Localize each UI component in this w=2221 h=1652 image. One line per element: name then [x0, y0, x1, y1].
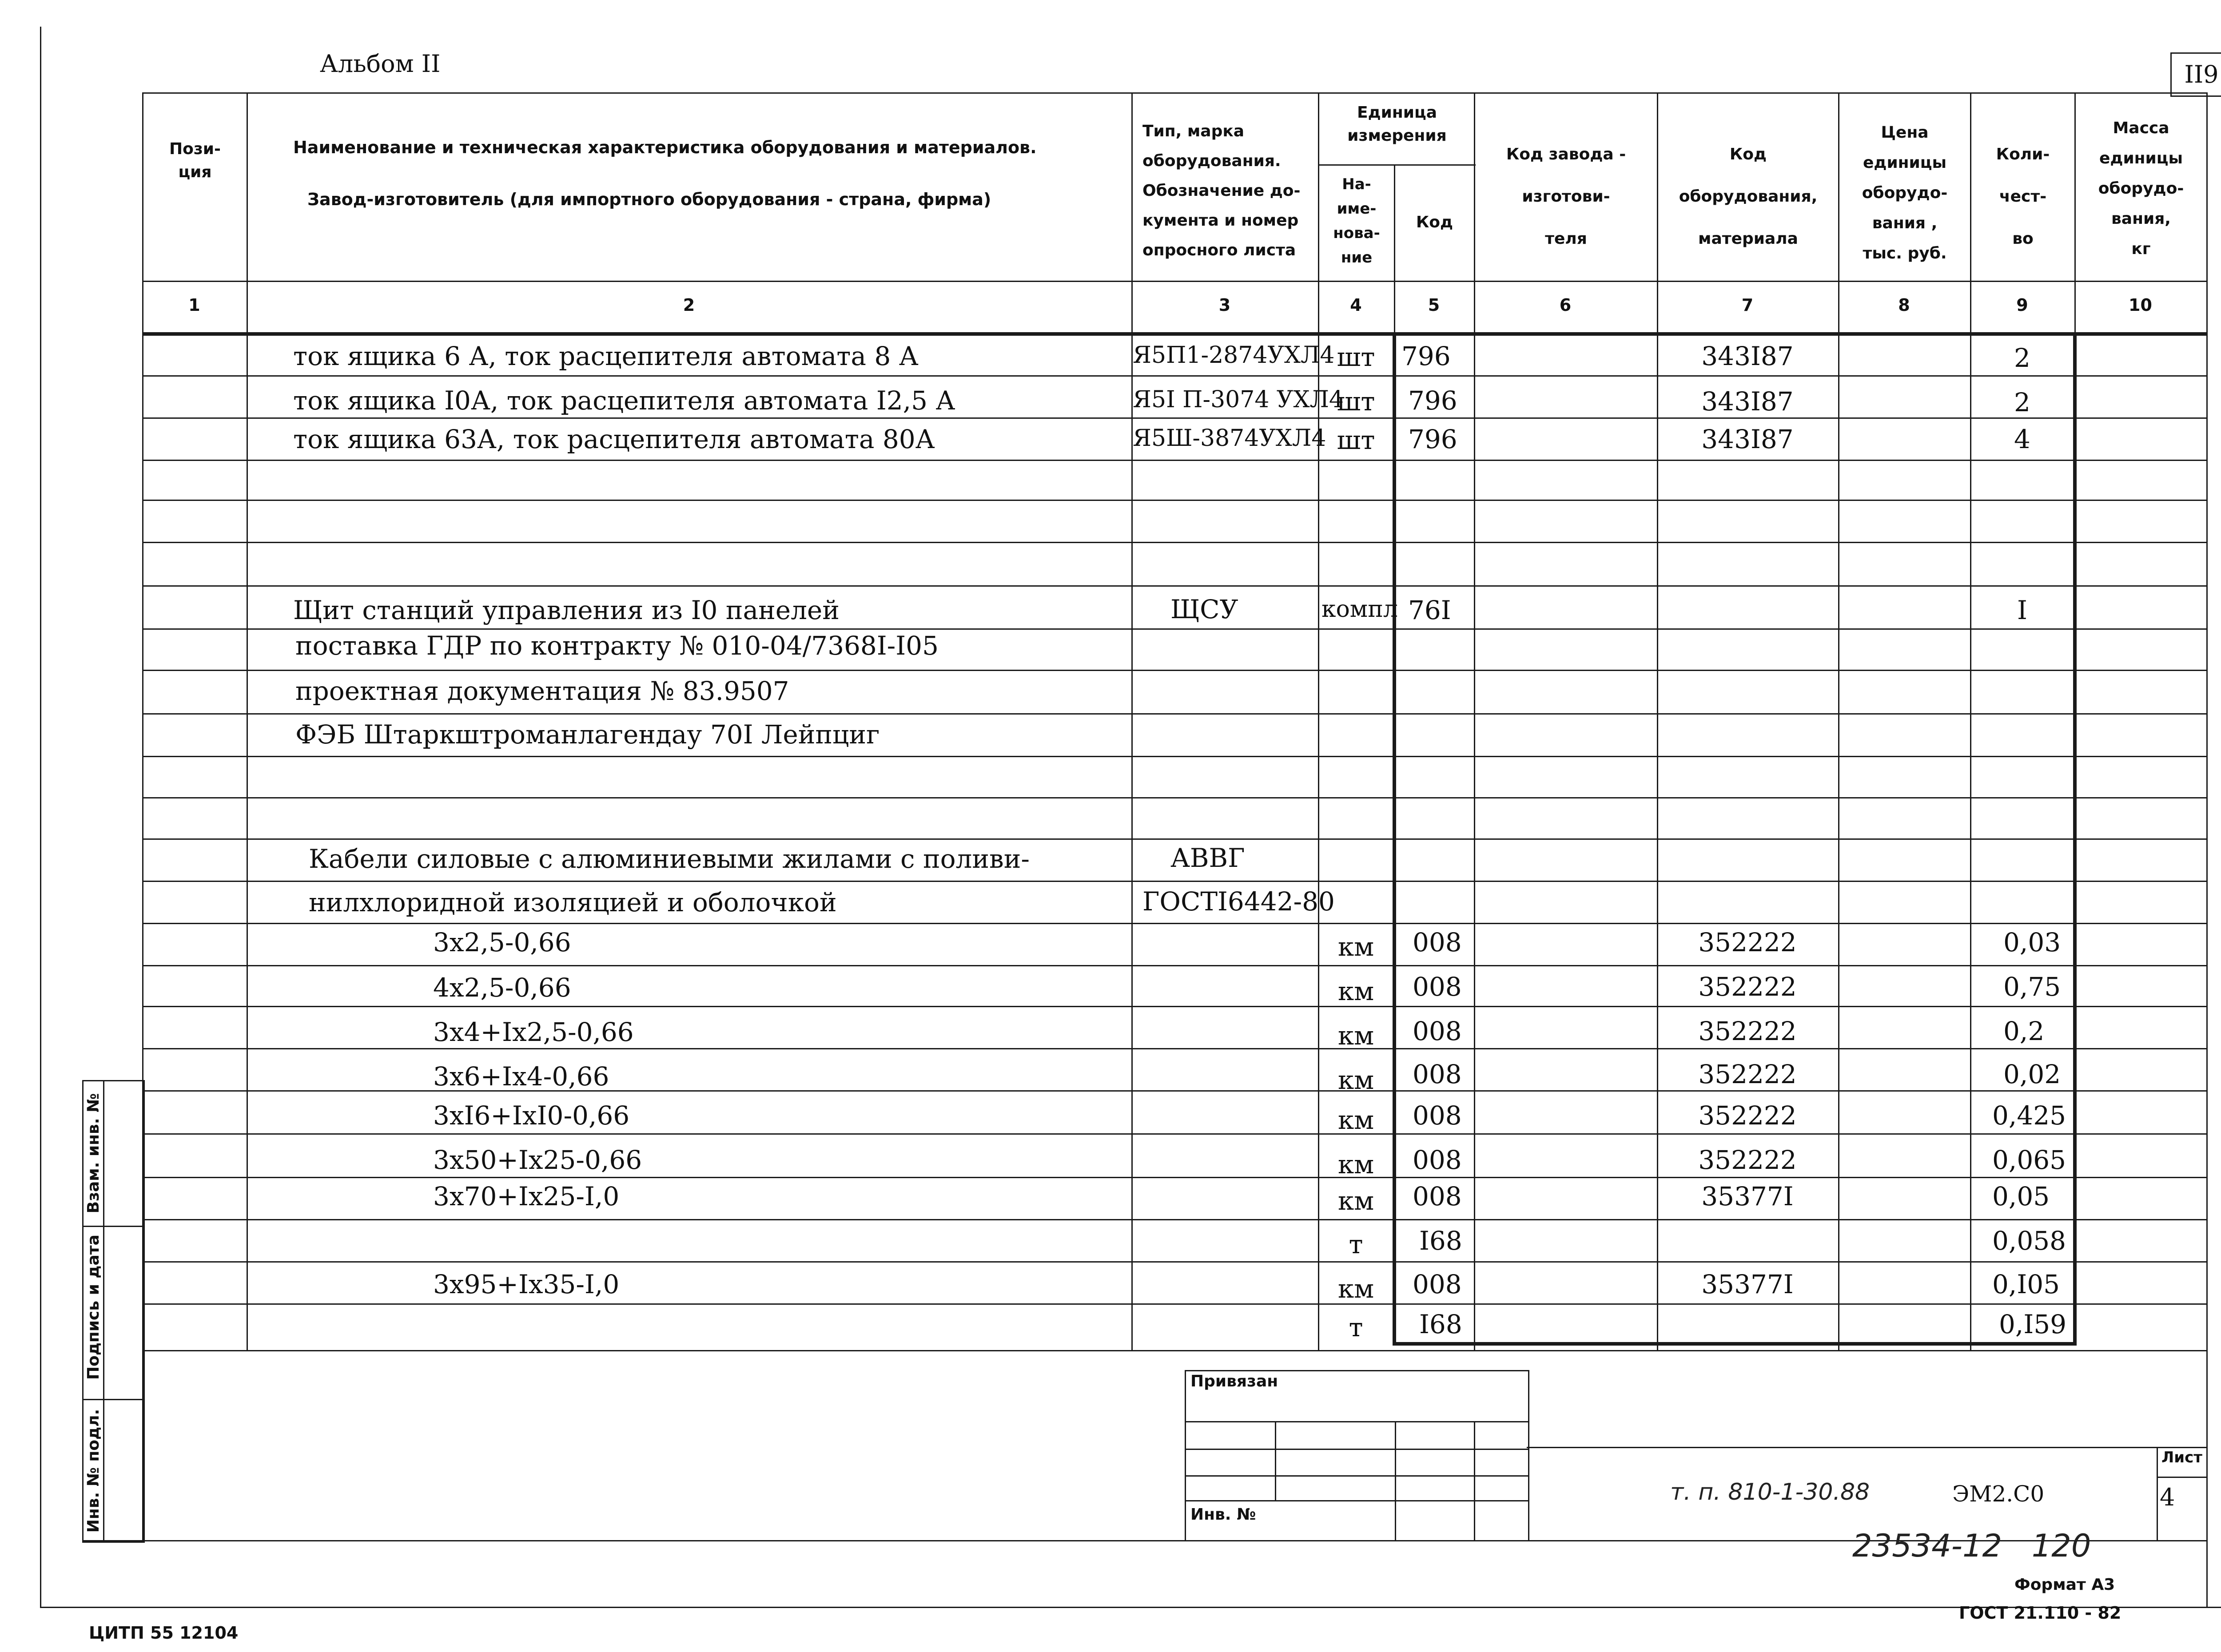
row-code: 008	[1413, 1059, 1462, 1089]
header-col1	[144, 138, 246, 184]
row-code: 008	[1413, 1016, 1462, 1046]
row-name: 4х2,5-0,66	[433, 973, 571, 1003]
privyazan-line	[1185, 1449, 1528, 1450]
row-qty: 0,05	[1992, 1181, 2050, 1211]
header-unit-line: измерения	[1347, 127, 1447, 145]
row-line	[142, 965, 2208, 966]
header-col3-line: Тип, марка	[1142, 122, 1245, 140]
row-qty: 0,I59	[1999, 1309, 2067, 1339]
colnum-bottom-line	[142, 332, 2208, 336]
privyazan-vline	[1395, 1421, 1396, 1540]
row-line	[142, 460, 2208, 461]
row-line	[142, 375, 2208, 377]
row-line	[142, 756, 2208, 757]
row-unit: км	[1337, 976, 1374, 1006]
row-name: ток ящика 63А, ток расцепителя автомата 80А	[293, 424, 935, 454]
table-bottom-line	[142, 1350, 2208, 1351]
row-line	[142, 923, 2208, 924]
side-stamp-line	[82, 1399, 143, 1400]
header-col4-line: На-	[1342, 175, 1371, 193]
header-col7-line: материала	[1698, 230, 1798, 248]
row-line	[142, 1303, 2208, 1305]
row-equip-code: 352222	[1698, 972, 1797, 1002]
row-unit: т	[1349, 1312, 1363, 1342]
row-name: 3хI6+IхI0-0,66	[433, 1100, 630, 1131]
row-qty: 0,75	[2003, 972, 2061, 1002]
col-number: 7	[1741, 295, 1754, 315]
side-stamp-inv: Инв. № подл.	[84, 1409, 103, 1533]
header-col10-line: вания,	[2111, 210, 2171, 228]
row-line	[142, 881, 2208, 882]
row-equip-code: 343I87	[1701, 341, 1794, 371]
row-line	[142, 838, 2208, 840]
col-number: 4	[1350, 295, 1362, 315]
project-code: т. п. 810-1-30.88	[1670, 1479, 1870, 1505]
row-code: I68	[1419, 1309, 1462, 1339]
row-qty: 0,065	[1992, 1145, 2066, 1175]
col-number: 3	[1218, 295, 1231, 315]
privyazan-label: Привязан	[1190, 1372, 1278, 1390]
table-top-line	[142, 92, 2208, 94]
row-code: 796	[1408, 424, 1457, 454]
row-name: нилхлоридной изоляцией и оболочкой	[309, 887, 837, 917]
header-col9-line: чест-	[1999, 187, 2047, 206]
row-line	[142, 585, 2208, 587]
header-col8-line: тыс. руб.	[1863, 244, 1947, 262]
header-col2-line2: Завод-изготовитель (для импортного оборудования - страна, фирма)	[307, 190, 991, 209]
row-equip-code: 35377I	[1701, 1181, 1794, 1211]
row-equip-code: 352222	[1698, 1145, 1797, 1175]
header-col2-line1: Наименование и техническая характеристика оборудования и материалов.	[293, 138, 1037, 157]
row-unit: км	[1337, 1186, 1374, 1216]
row-qty: 2	[2014, 387, 2030, 417]
row-name: Щит станций управления из I0 панелей	[293, 595, 840, 625]
header-col4	[1319, 172, 1394, 270]
privyazan-line	[1185, 1500, 1528, 1501]
row-equip-code: 352222	[1698, 1016, 1797, 1046]
row-equip-code: 35377I	[1701, 1269, 1794, 1299]
row-unit: км	[1337, 932, 1374, 962]
row-type: ГОСТI6442-80	[1142, 886, 1335, 917]
row-name: поставка ГДР по контракту № 010-04/7368I-I05	[295, 631, 939, 661]
row-type: Я5П1-2874УХЛ4	[1133, 342, 1335, 369]
col-number: 1	[188, 295, 200, 315]
row-name: 3х95+Iх35-I,0	[433, 1269, 620, 1299]
row-equip-code: 352222	[1698, 1100, 1797, 1131]
row-code: 796	[1401, 341, 1451, 371]
row-code: 008	[1413, 1181, 1462, 1211]
header-col8-line: Цена	[1881, 123, 1929, 142]
header-col1-line: Пози-	[169, 140, 221, 158]
row-line	[142, 1048, 2208, 1049]
row-unit: шт	[1337, 425, 1375, 455]
row-equip-code: 343I87	[1701, 424, 1794, 454]
row-code: 008	[1413, 1269, 1462, 1299]
row-name: 3х4+Iх2,5-0,66	[433, 1017, 634, 1047]
format-label: Формат А3	[2014, 1576, 2115, 1594]
header-col10	[2076, 113, 2206, 264]
row-line	[142, 797, 2208, 798]
row-unit: шт	[1337, 386, 1375, 417]
row-type: Я5Ш-3874УХЛ4	[1133, 425, 1326, 452]
header-unit-group	[1319, 101, 1475, 147]
row-qty: 0,2	[2003, 1016, 2045, 1046]
row-unit: км	[1337, 1065, 1374, 1095]
row-unit: т	[1349, 1229, 1363, 1259]
header-col9-line: во	[2012, 230, 2034, 248]
row-line	[142, 500, 2208, 501]
header-col3-line: опросного листа	[1142, 241, 1296, 259]
row-code: 008	[1413, 972, 1462, 1002]
header-col10-line: оборудо-	[2098, 179, 2184, 198]
row-code: 76I	[1408, 595, 1451, 625]
header-col4-line: нова-	[1333, 224, 1380, 242]
inv-no-label: Инв. №	[1190, 1505, 1256, 1524]
row-name: 3х70+Iх25-I,0	[433, 1181, 620, 1211]
row-line	[142, 1006, 2208, 1007]
privyazan-line	[1185, 1475, 1528, 1477]
col-line-8	[1970, 92, 1971, 1351]
doc-code: ЭМ2.С0	[1952, 1481, 2045, 1507]
side-stamp-vzam: Взам. инв. №	[84, 1093, 103, 1214]
outer-frame-bottom	[40, 1607, 2221, 1608]
row-name: 3х50+Iх25-0,66	[433, 1145, 642, 1175]
row-qty: 2	[2014, 343, 2030, 373]
sheet-number: 4	[2160, 1483, 2175, 1511]
header-col8-line: вания ,	[1872, 214, 1938, 232]
row-unit: шт	[1337, 342, 1375, 372]
row-line	[142, 670, 2208, 671]
row-line	[142, 1219, 2208, 1220]
header-col6-line: теля	[1545, 230, 1587, 248]
outer-frame-left	[40, 27, 41, 1608]
row-line	[142, 1177, 2208, 1178]
row-equip-code: 352222	[1698, 1059, 1797, 1089]
header-col10-line: кг	[2131, 240, 2151, 258]
row-qty: 0,058	[1992, 1226, 2066, 1256]
header-col9	[1971, 133, 2074, 260]
row-line	[142, 1261, 2208, 1263]
header-col7	[1658, 133, 1838, 260]
row-code: 008	[1413, 1145, 1462, 1175]
row-line	[142, 542, 2208, 543]
row-line	[142, 628, 2208, 630]
row-code: 008	[1413, 1100, 1462, 1131]
row-name: ток ящика 6 А, ток расцепителя автомата 8 А	[293, 341, 919, 371]
header-col3-line: оборудования.	[1142, 152, 1281, 170]
row-qty: 0,02	[2003, 1059, 2061, 1089]
row-qty: 0,03	[2003, 927, 2061, 957]
header-col4-line: име-	[1337, 200, 1377, 218]
header-col6-line: Код завода -	[1506, 145, 1626, 163]
header-unit-line: Единица	[1357, 103, 1437, 122]
sheet-box-line	[2157, 1477, 2206, 1478]
header-col9-line: Коли-	[1996, 145, 2050, 163]
unit-group-line	[1319, 164, 1476, 166]
header-col3	[1142, 116, 1316, 265]
row-code: 008	[1413, 927, 1462, 957]
row-unit: км	[1337, 1274, 1374, 1304]
row-unit: км	[1337, 1021, 1374, 1051]
col-line-7	[1838, 92, 1839, 1351]
row-unit: км	[1337, 1149, 1374, 1179]
side-stamp-podpis: Подпись и дата	[84, 1235, 103, 1380]
col-number: 9	[2016, 295, 2028, 315]
header-col10-line: единицы	[2099, 149, 2183, 167]
row-qty: 0,425	[1992, 1100, 2066, 1131]
row-type: Я5I П-3074 УХЛ4	[1133, 386, 1344, 413]
row-qty: 4	[2014, 424, 2030, 454]
col-number: 8	[1898, 295, 1910, 315]
header-col1-line: ция	[178, 163, 212, 181]
citp-label: ЦИТП 55 12104	[89, 1623, 239, 1643]
row-line	[142, 713, 2208, 715]
col-line-1	[247, 92, 248, 1351]
header-col8-line: оборудо-	[1862, 184, 1948, 202]
header-col5: Код	[1416, 213, 1453, 231]
col-number: 2	[683, 295, 695, 315]
header-col6-line: изготови-	[1522, 187, 1610, 206]
privyazan-vline	[1275, 1421, 1276, 1500]
col-number: 5	[1428, 295, 1440, 315]
row-name: ток ящика I0А, ток расцепителя автомата I2,5 А	[293, 385, 955, 416]
header-col10-line: Масса	[2113, 119, 2169, 137]
row-equip-code: 352222	[1698, 927, 1797, 957]
row-type: АВВГ	[1170, 843, 1245, 873]
header-col8-line: единицы	[1863, 154, 1947, 172]
row-unit: компл	[1321, 596, 1398, 623]
row-code: 796	[1408, 385, 1457, 416]
row-code: I68	[1419, 1226, 1462, 1256]
header-col7-line: Код	[1729, 145, 1767, 163]
sheet-label: Лист	[2161, 1449, 2202, 1466]
col-number: 6	[1559, 295, 1572, 315]
row-name: Кабели силовые с алюминиевыми жилами с поливи-	[309, 844, 1030, 874]
col-number: 10	[2129, 295, 2152, 315]
header-col4-line: ние	[1341, 249, 1373, 266]
col-line-2	[1131, 92, 1133, 1351]
row-name: проектная документация № 83.9507	[295, 676, 789, 706]
header-col8	[1839, 118, 1970, 269]
row-name: ФЭБ Штаркштроманлагендау 70I Лейпциг	[295, 719, 880, 750]
handwritten-number: 23534-12 120	[1852, 1528, 2091, 1564]
row-line	[142, 1133, 2208, 1135]
page-number: II9	[2184, 60, 2219, 88]
data-box-bottom	[1393, 1342, 2077, 1346]
col-line-10	[2206, 92, 2208, 1607]
privyazan-line	[1185, 1421, 1528, 1422]
header-col3-line: Обозначение до-	[1142, 182, 1301, 200]
header-bottom-line	[142, 281, 2208, 282]
header-col6	[1475, 133, 1657, 260]
row-qty: I	[2017, 595, 2027, 625]
header-col7-line: оборудования,	[1679, 187, 1818, 206]
col-line-5	[1474, 92, 1475, 1351]
title-block-line	[1527, 1447, 2208, 1448]
row-name: 3х6+Iх4-0,66	[433, 1061, 609, 1092]
row-name: 3х2,5-0,66	[433, 927, 571, 957]
row-qty: 0,I05	[1992, 1269, 2060, 1299]
gost-label: ГОСТ 21.110 - 82	[1959, 1603, 2121, 1623]
row-type: ЩСУ	[1170, 594, 1238, 624]
row-unit: км	[1337, 1105, 1374, 1135]
album-title: Альбом II	[320, 50, 441, 78]
side-stamp-line	[82, 1226, 143, 1227]
row-equip-code: 343I87	[1701, 386, 1794, 417]
privyazan-vline	[1474, 1421, 1475, 1540]
header-col3-line: кумента и номер	[1142, 211, 1299, 230]
row-line	[142, 417, 2208, 419]
page-number-box	[2170, 52, 2221, 97]
